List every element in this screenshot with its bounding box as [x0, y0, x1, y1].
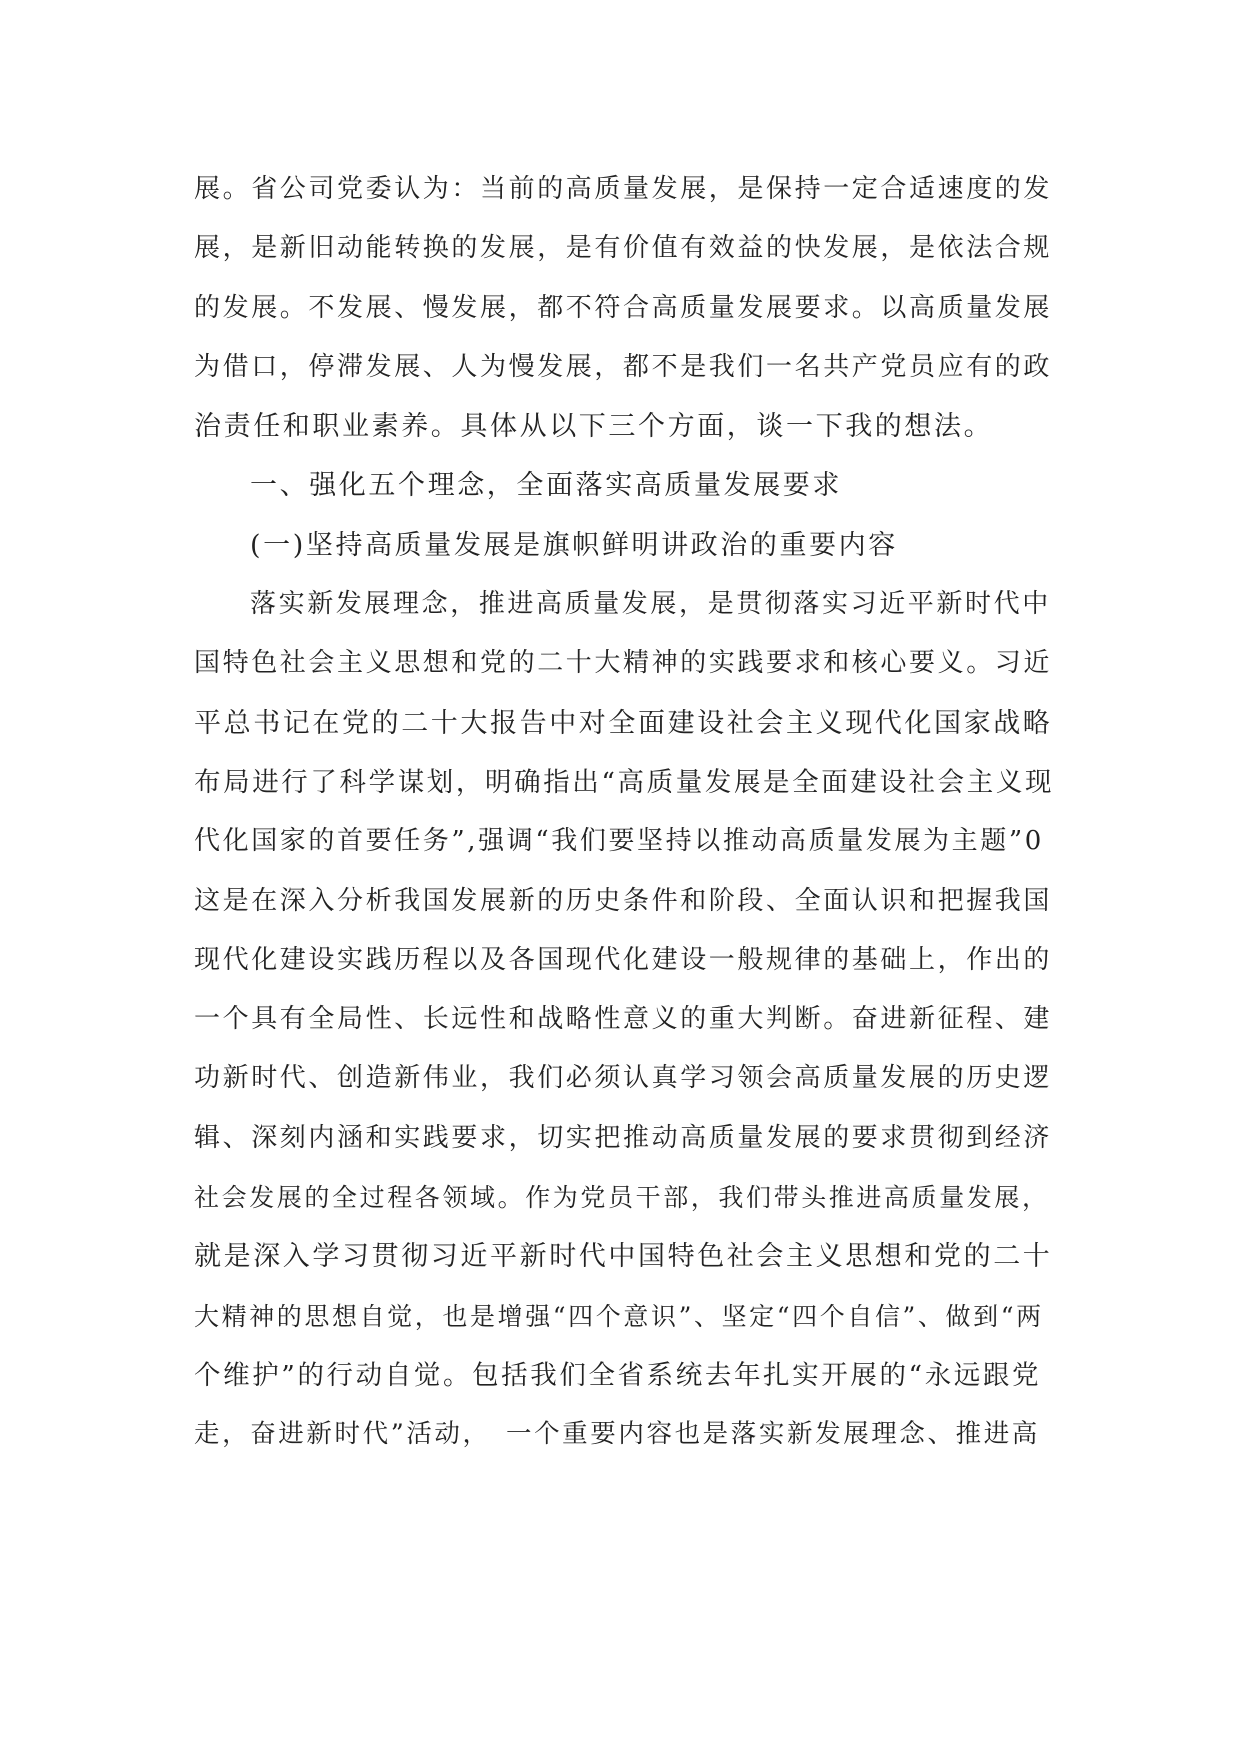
text-line: 平总书记在党的二十大报告中对全面建设社会主义现代化国家战略 [194, 707, 1053, 739]
text-line: 为借口，停滞发展、人为慢发展，都不是我们一名共产党员应有的政 [194, 351, 1053, 382]
text-line: 大精神的思想自觉，也是增强“四个意识”、坚定“四个自信”、做到“两 [194, 1301, 1044, 1331]
text-line: 治责任和职业素养。具体从以下三个方面，谈一下我的想法。 [194, 411, 994, 443]
text-line: 辑、深刻内涵和实践要求，切实把推动高质量发展的要求贯彻到经济 [194, 1122, 1053, 1153]
text-line: 的发展。不发展、慢发展，都不符合高质量发展要求。以高质量发展 [194, 292, 1053, 323]
text-line: 现代化建设实践历程以及各国现代化建设一般规律的基础上，作出的 [194, 944, 1053, 975]
text-line: 功新时代、创造新伟业，我们必须认真学习领会高质量发展的历史逻 [194, 1063, 1053, 1094]
text-line: 走，奋进新时代”活动， 一个重要内容也是落实新发展理念、推进高 [194, 1419, 1040, 1450]
text-line: 就是深入学习贯彻习近平新时代中国特色社会主义思想和党的二十 [194, 1241, 1053, 1273]
text-line: 这是在深入分析我国发展新的历史条件和阶段、全面认识和把握我国 [194, 885, 1053, 916]
text-line: 社会发展的全过程各领域。作为党员干部，我们带头推进高质量发展， [194, 1183, 1050, 1213]
subsection-heading: (一)坚持高质量发展是旗帜鲜明讲政治的重要内容 [250, 529, 898, 561]
text-line: 代化国家的首要任务”,强调“我们要坚持以推动高质量发展为主题”0 [194, 826, 1044, 857]
text-line: 一个具有全局性、长远性和战略性意义的重大判断。奋进新征程、建 [194, 1004, 1053, 1035]
text-line: 落实新发展理念，推进高质量发展，是贯彻落实习近平新时代中 [250, 589, 1051, 620]
text-line: 展。省公司党委认为：当前的高质量发展，是保持一定合适速度的发 [194, 174, 1053, 204]
text-line: 展，是新旧动能转换的发展，是有价值有效益的快发展，是依法合规 [194, 233, 1053, 264]
document-body [194, 160, 1054, 1465]
text-line: 个维护”的行动自觉。包括我们全省系统去年扎实开展的“永远跟党 [194, 1359, 1042, 1391]
text-line: 布局进行了科学谋划，明确指出“高质量发展是全面建设社会主义现 [194, 766, 1055, 798]
text-line: 国特色社会主义思想和党的二十大精神的实践要求和核心要义。习近 [194, 648, 1053, 679]
section-heading: 一、强化五个理念，全面落实高质量发展要求 [250, 470, 842, 502]
